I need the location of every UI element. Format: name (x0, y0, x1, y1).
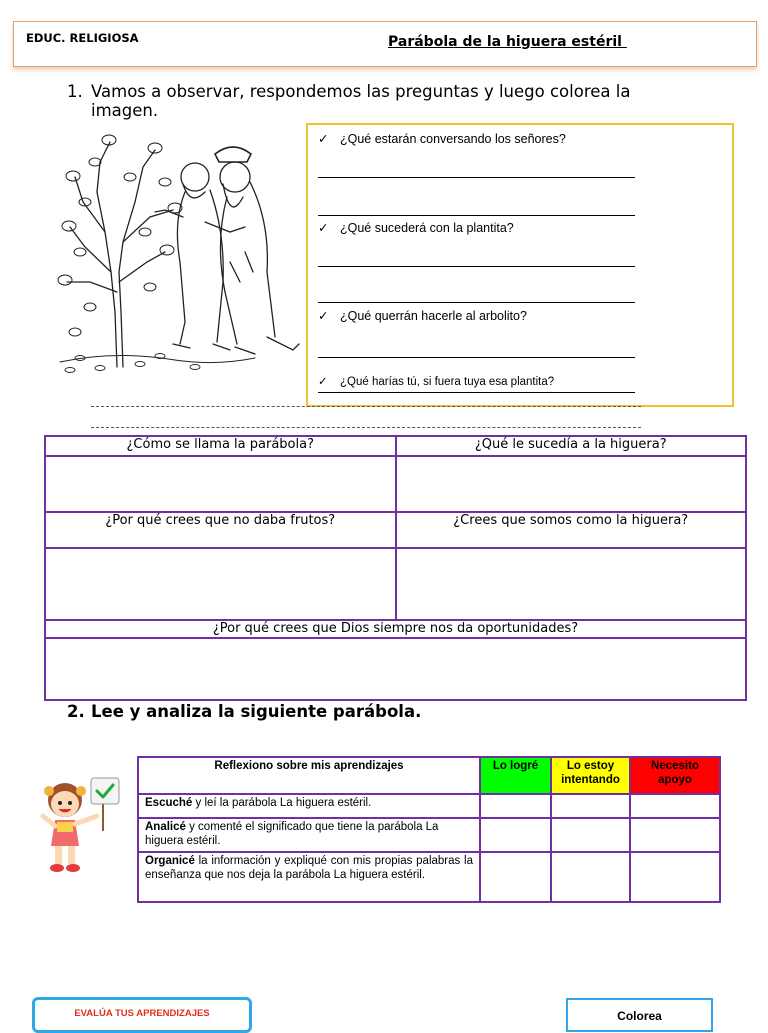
instruction-2-number: 2. (67, 702, 85, 721)
page-title: Parábola de la higuera estéril (388, 34, 627, 50)
reflection-row-1: Escuché y leí la parábola La higuera estéril. (138, 794, 480, 818)
answer-dashed-line[interactable] (91, 406, 641, 407)
self-evaluation-table (137, 756, 721, 903)
question-1: ✓ ¿Qué estarán conversando los señores? (318, 132, 566, 146)
answer-line[interactable] (318, 357, 635, 358)
trying-cell[interactable] (551, 794, 630, 818)
checkmark-icon: ✓ (318, 376, 328, 388)
achieved-cell[interactable] (480, 852, 551, 902)
table-question-cell: ¿Por qué crees que no daba frutos? (45, 512, 396, 548)
need-support-cell[interactable] (630, 794, 720, 818)
subject-label: EDUC. RELIGIOSA (26, 31, 139, 45)
answer-line[interactable] (318, 302, 635, 303)
instruction-1-number: 1. (67, 82, 83, 101)
question-3: ✓ ¿Qué querrán hacerle al arbolito? (318, 309, 527, 323)
need-support-column-header: Necesito apoyo (630, 757, 720, 794)
answer-line[interactable] (318, 177, 635, 178)
questions-box (306, 123, 734, 407)
answer-cell[interactable] (396, 456, 747, 512)
trying-cell[interactable] (551, 852, 630, 902)
answer-cell[interactable] (45, 638, 746, 700)
question-2: ✓ ¿Qué sucederá con la plantita? (318, 221, 514, 235)
instruction-2-text: Lee y analiza la siguiente parábola. (91, 702, 422, 721)
answer-dashed-line[interactable] (91, 427, 641, 428)
header-banner (13, 21, 757, 67)
achieved-column-header: Lo logré (480, 757, 551, 794)
instruction-1-text: Vamos a observar, respondemos las preguntas y luego colorea la imagen. (91, 82, 631, 120)
answer-line[interactable] (318, 392, 635, 393)
achieved-cell[interactable] (480, 794, 551, 818)
table-question-cell: ¿Por qué crees que Dios siempre nos da oportunidades? (45, 620, 746, 638)
need-support-cell[interactable] (630, 852, 720, 902)
need-support-cell[interactable] (630, 818, 720, 852)
answer-line[interactable] (318, 215, 635, 216)
table-question-cell: ¿Crees que somos como la higuera? (396, 512, 747, 548)
reflection-header: Reflexiono sobre mis aprendizajes (138, 757, 480, 794)
answer-cell[interactable] (45, 548, 396, 620)
questions-table (44, 435, 747, 701)
answer-cell[interactable] (396, 548, 747, 620)
table-question-cell: ¿Cómo se llama la parábola? (45, 436, 396, 456)
evaluate-learning-button[interactable] (32, 997, 252, 1033)
checkmark-icon: ✓ (318, 221, 329, 235)
evaluate-label: EVALÚA TUS APRENDIZAJES (74, 1008, 210, 1019)
checkmark-icon: ✓ (318, 132, 329, 146)
fig-tree-illustration (55, 122, 310, 377)
question-4: ✓ ¿Qué harías tú, si fuera tuya esa plantita? (318, 376, 555, 388)
trying-cell[interactable] (551, 818, 630, 852)
reflection-row-3: Organicé la información y expliqué con mis propias palabras la enseñanza que nos deja la parábola La higuera estéril. (138, 852, 480, 902)
trying-column-header: Lo estoy intentando (551, 757, 630, 794)
answer-cell[interactable] (45, 456, 396, 512)
achieved-cell[interactable] (480, 818, 551, 852)
checkmark-icon: ✓ (318, 309, 329, 323)
color-box (566, 998, 713, 1032)
table-question-cell: ¿Qué le sucedía a la higuera? (396, 436, 747, 456)
answer-line[interactable] (318, 266, 635, 267)
color-label: Colorea (617, 1009, 662, 1023)
reflection-row-2: Analicé y comenté el significado que tiene la parábola La higuera estéril. (138, 818, 480, 852)
kid-with-sign-icon (35, 776, 130, 876)
